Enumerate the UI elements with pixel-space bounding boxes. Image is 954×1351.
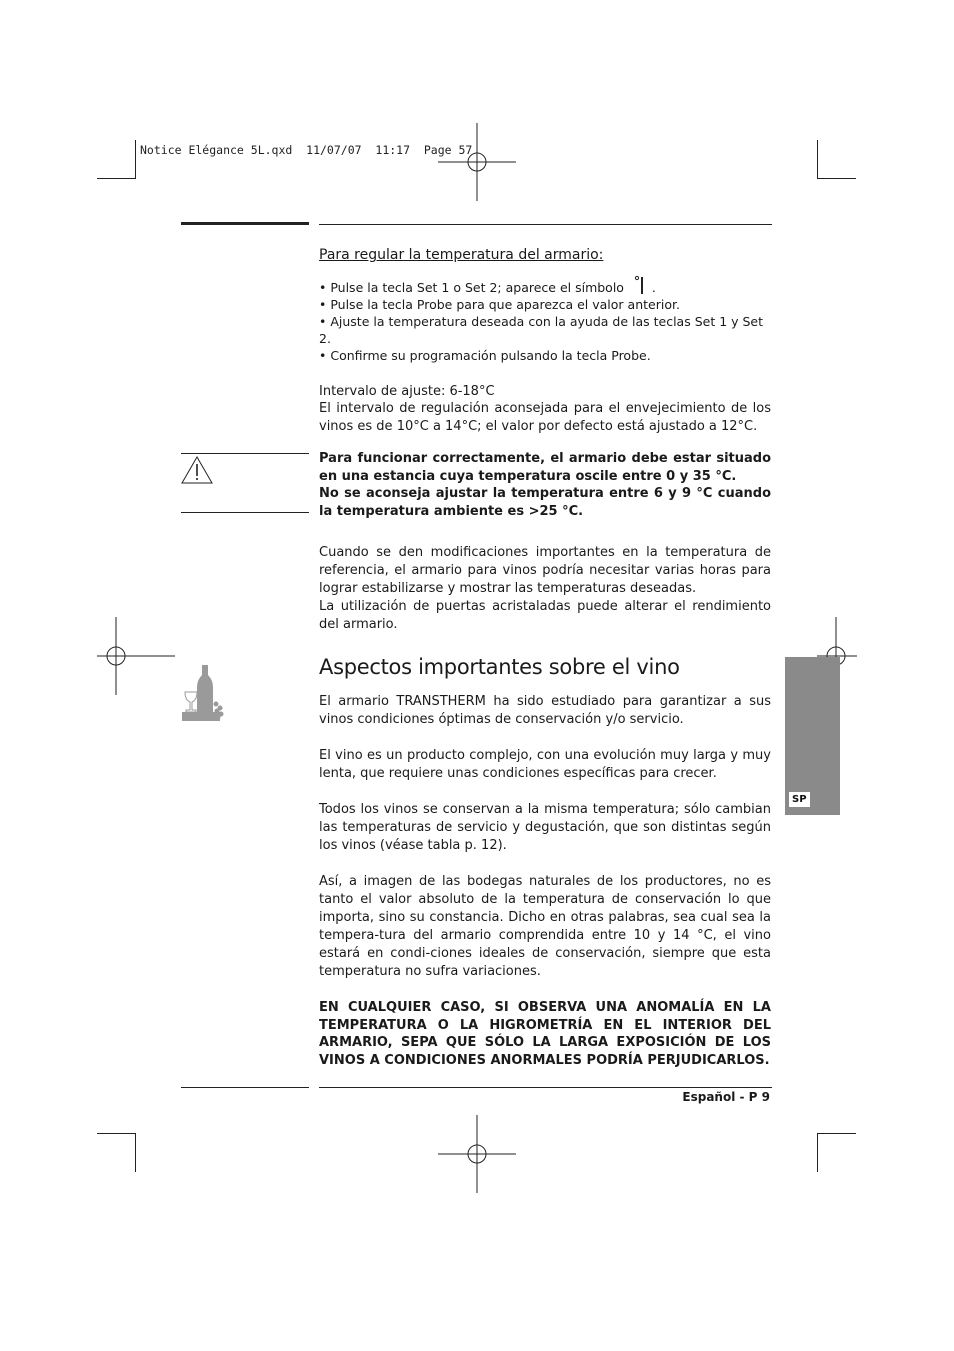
crop-mark bbox=[97, 1133, 136, 1134]
registration-mark-icon bbox=[438, 1115, 516, 1193]
paragraph: El vino es un producto complejo, con una evolución muy larga y muy lenta, que requiere unas condiciones específicas para crecer. bbox=[319, 748, 771, 781]
list-item: • Ajuste la temperatura deseada con la ayuda de las teclas Set 1 y Set 2. bbox=[319, 313, 764, 346]
language-side-tab bbox=[785, 657, 840, 815]
wine-section bbox=[319, 693, 771, 1069]
list-item: • Pulse la tecla Probe para que aparezca el valor anterior. bbox=[319, 296, 680, 312]
bottom-rule bbox=[319, 1087, 772, 1088]
temperature-section bbox=[319, 247, 771, 435]
print-header: Notice Elégance 5L.qxd 11/07/07 11:17 Page 57 bbox=[140, 143, 473, 157]
warning-text bbox=[319, 450, 771, 520]
crop-mark bbox=[817, 178, 856, 179]
crop-mark bbox=[817, 1133, 818, 1172]
bottom-rule-left bbox=[181, 1087, 309, 1088]
crop-mark bbox=[97, 178, 136, 179]
paragraph: La utilización de puertas acristaladas puede alterar el rendimiento del armario. bbox=[319, 599, 771, 632]
section-title: Aspectos importantes sobre el vino bbox=[319, 655, 680, 679]
range-description: El intervalo de regulación aconsejada para el envejecimiento de los vinos es de 10°C a 14°C; el valor por defecto está ajustado a 12°C. bbox=[319, 401, 771, 434]
crop-mark bbox=[135, 1133, 136, 1172]
caution-paragraph: EN CUALQUIER CASO, SI OBSERVA UNA ANOMALÍA EN LA TEMPERATURA O LA HIGROMETRÍA EN EL INTERIOR DEL ARMARIO, SEPA QUE SÓLO LA LARGA EXPOSICIÓN DE LOS VINOS A CONDICIONES ANORMALES PODRÍA PERJUDICARLOS. bbox=[319, 1000, 771, 1068]
crop-mark bbox=[817, 1133, 856, 1134]
wine-bottle-icon bbox=[182, 664, 228, 722]
page-number: Español - P 9 bbox=[682, 1090, 770, 1104]
paragraph: Cuando se den modificaciones importantes en la temperatura de referencia, el armario para vinos podría necesitar varias horas para lograr estabilizarse y mostrar las temperaturas deseadas. bbox=[319, 545, 771, 596]
paragraph: Así, a imagen de las bodegas naturales de los productores, no es tanto el valor absoluto de la temperatura de conservación lo que importa, sino su constancia. Dicho en otras palabras, sea cual sea la tempera-tura del armario comprendida entre 10 y 14 °C, el vino estará en condi-ciones ideales de conservación, siempre que esta temperatura no sufra variaciones. bbox=[319, 874, 771, 979]
top-rule-thick bbox=[181, 222, 309, 225]
paragraph: Todos los vinos se conservan a la misma temperatura; sólo cambian las temperaturas de servicio y degustación, que son distintas según los vinos (véase tabla p. 12). bbox=[319, 802, 771, 853]
notes-section bbox=[319, 544, 771, 634]
section-subheading: Para regular la temperatura del armario: bbox=[319, 247, 604, 263]
registration-mark-icon bbox=[438, 123, 516, 201]
paragraph: El armario TRANSTHERM ha sido estudiado para garantizar a sus vinos condiciones óptimas de conservación y/o servicio. bbox=[319, 694, 771, 727]
warning-rule-top bbox=[181, 453, 309, 454]
list-item: • Confirme su programación pulsando la tecla Probe. bbox=[319, 347, 651, 363]
warning-rule-bottom bbox=[181, 512, 309, 513]
instruction-list bbox=[319, 275, 771, 364]
crop-mark bbox=[135, 140, 136, 179]
top-rule bbox=[319, 224, 772, 225]
list-item: • Pulse la tecla Set 1 o Set 2; aparece el símbolo . bbox=[319, 275, 771, 296]
warning-triangle-icon bbox=[181, 456, 213, 484]
language-tab-label: SP bbox=[789, 792, 810, 807]
thermometer-symbol-icon bbox=[634, 275, 648, 295]
registration-mark-icon bbox=[97, 617, 175, 695]
warning-line: Para funcionar correctamente, el armario debe estar situado en una estancia cuya temperatura oscile entre 0 y 35 °C. bbox=[319, 451, 771, 484]
range-label: Intervalo de ajuste: 6-18°C bbox=[319, 383, 495, 399]
warning-line: No se aconseja ajustar la temperatura entre 6 y 9 °C cuando la temperatura ambiente es >25 °C. bbox=[319, 486, 771, 519]
crop-mark bbox=[817, 140, 818, 179]
